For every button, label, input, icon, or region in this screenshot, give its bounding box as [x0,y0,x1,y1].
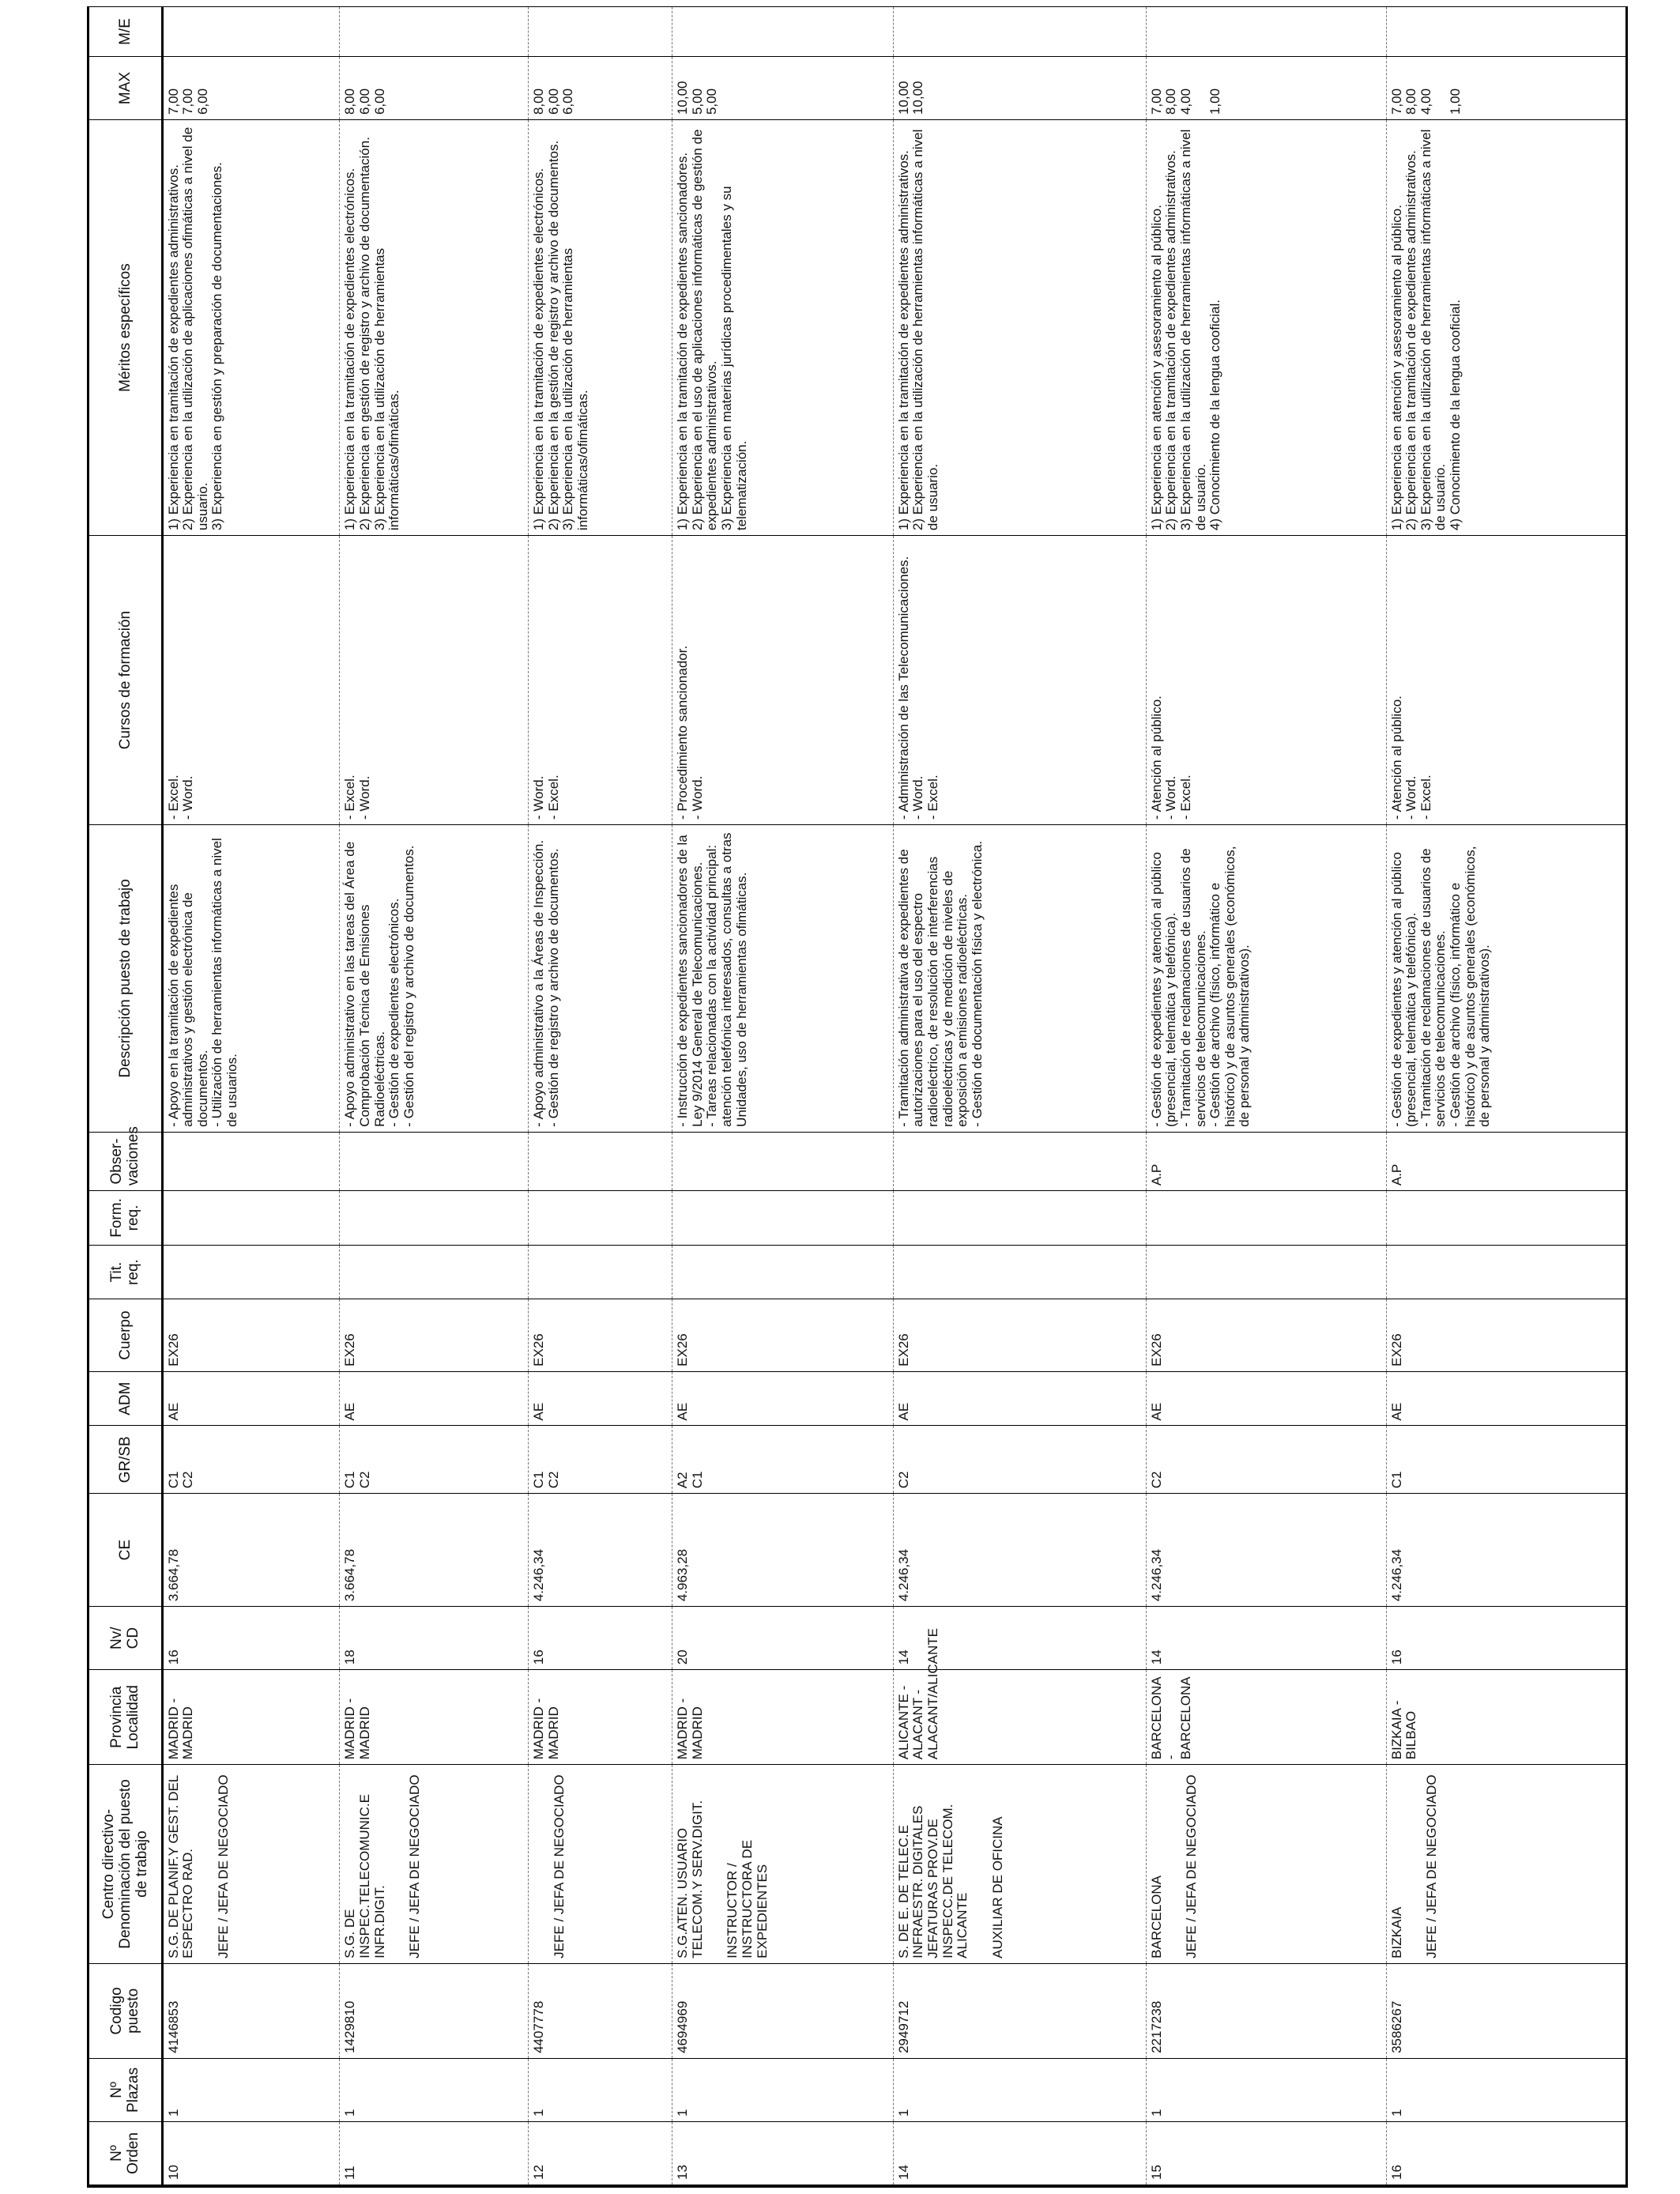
orden-cell [893,2121,1146,2185]
descripcion-cell [672,825,893,1133]
codigo-cell [672,1963,893,2058]
orden-cell [340,2121,529,2185]
grupo-text: C1 C2 [342,1471,372,1489]
table-row [162,7,340,2185]
cursos-text: - Excel. - Word. [342,775,372,820]
adm-text: AE [165,1402,181,1421]
meritos-text: 1) Experiencia en la tramitación de expedientes electrónicos. 2) Experiencia en gestión de registro y archivo de documentación. 3) Experiencia en la utilización de herramientas informáticas/ofimáticas. [342,137,402,531]
titulacion-cell [529,1245,672,1299]
cursos-text: - Procedimiento sancionador. - Word. [675,645,705,820]
cuerpo-cell [893,1299,1146,1371]
plazas-cell [1386,2058,1625,2121]
centro-cell [1386,1765,1625,1964]
ce-text: 3.664,78 [165,1548,181,1602]
cuerpo-text: EX26 [675,1333,691,1367]
grupo-cell [1146,1426,1386,1494]
centro-cell [672,1765,893,1964]
max-cell [1386,56,1625,119]
centro-directivo-label: S. DE E. DE TELEC.E INFRAESTR. DIGITALES JEFATURAS PROV.DE INSPECC.DE TELECOM. ALICANTE [895,1804,970,1958]
plazas-cell [162,2058,340,2121]
me-cell [340,7,529,57]
cursos-text: - Administración de las Telecomunicaciones. - Word. - Excel. [895,556,940,820]
grupo-text: C1 C2 [165,1471,196,1489]
cuerpo-cell [162,1299,340,1371]
nivel-text: 20 [675,1649,691,1665]
observaciones-cell [340,1132,529,1190]
meritos-cell [1146,120,1386,536]
nivel-cell [1386,1607,1625,1670]
header-titulacion: Tit. req. [89,1245,162,1299]
centro-cell [893,1765,1146,1964]
puesto-denominacion: INSTRUCTOR / INSTRUCTORA DE EXPEDIENTES [725,1839,770,1958]
formacion-cell [1386,1191,1625,1246]
header-ce: CE [89,1494,162,1607]
observaciones-cell [162,1132,340,1190]
descripcion-text: - Gestión de expedientes y atención al público (presencial, telemática y telefónica). - Tramitación de reclamaciones de usuarios de servicios de telecomunicaciones. - Gestión de archivo (físico, informático e histórico) y de asuntos generales (económicos, de personal y administrativos). [1388,846,1493,1127]
ce-cell [1146,1494,1386,1607]
descripcion-text: - Apoyo en la tramitación de expedientes administrativos y gestión electrónica de documentos. - Utilización de herramientas informáticas a nivel de usuarios. [165,838,239,1127]
header-descripcion: Descripción puesto de trabajo [89,825,162,1133]
observaciones-cell [529,1132,672,1190]
descripcion-text: - Instrucción de expedientes sancionadores de la Ley 9/2014 General de Telecomunicaciones. - Tareas relacionadas con la actividad principal: atención telefónica interesados, consultas a otras Unidades, uso de herramientas ofimáticas. [675,832,749,1127]
meritos-text: 1) Experiencia en atención y asesoramiento al público. 2) Experiencia en la tramitación de expedientes administrativos. 3) Experiencia en la utilización de herramientas informáticas a nivel de usuario. 4) Conocimiento de la lengua cooficial. [1148,129,1223,531]
descripcion-text: - Apoyo administrativo a la Áreas de Inspección. - Gestión de registro y archivo de documentos. [531,839,561,1127]
ce-text: 4.246,34 [1388,1548,1404,1602]
adm-text: AE [1148,1402,1164,1421]
centro-directivo-label: BARCELONA [1148,1875,1164,1958]
table-row [1386,7,1625,2185]
adm-cell [893,1371,1146,1426]
observaciones-cell [672,1132,893,1190]
me-cell [1146,7,1386,57]
me-cell [893,7,1146,57]
plazas-cell [1146,2058,1386,2121]
table-row [529,7,672,2185]
observaciones-cell [893,1132,1146,1190]
descripcion-cell [162,825,340,1133]
max-text: 7,00 7,00 6,00 [165,88,210,115]
plazas-text: 1 [342,2109,358,2117]
orden-cell [1386,2121,1625,2185]
ce-cell [162,1494,340,1607]
centro-cell [340,1765,529,1964]
formacion-cell [672,1191,893,1246]
codigo-cell [1386,1963,1625,2058]
titulacion-cell [1386,1245,1625,1299]
cursos-cell [529,536,672,825]
provincia-text: MADRID - MADRID [675,1698,705,1760]
header-row [89,7,162,2185]
centro-cell [162,1765,340,1964]
max-cell [672,56,893,119]
ce-cell [340,1494,529,1607]
descripcion-text: - Apoyo administrativo en las tareas del Área de Comprobación Técnica de Emisiones Radioeléctricas. - Gestión de expedientes electrónicos. - Gestión del registro y archivo de documentos. [342,841,416,1127]
titulacion-cell [672,1245,893,1299]
meritos-cell [1386,120,1625,536]
orden-cell [672,2121,893,2185]
adm-cell [1146,1371,1386,1426]
grupo-cell [672,1426,893,1494]
centro-directivo-label: S.G. DE PLANIF.Y GEST. DEL ESPECTRO RAD. [165,1775,196,1958]
cursos-text: - Word. - Excel. [531,775,561,820]
header-meritos: Méritos específicos [89,120,162,536]
descripcion-text: - Gestión de expedientes y atención al público (presencial, telemática y telefónica). - Tramitación de reclamaciones de usuarios de servicios de telecomunicaciones. - Gestión de archivo (físico, informático e histórico) y de asuntos generales (económicos, de personal y administrativos). [1148,846,1252,1127]
orden-text: 11 [342,2166,358,2180]
orden-text: 16 [1388,2165,1404,2180]
cursos-cell [340,536,529,825]
meritos-cell [529,120,672,536]
nivel-text: 18 [342,1649,358,1665]
plazas-text: 1 [1388,2109,1404,2117]
plazas-text: 1 [1148,2109,1164,2117]
grupo-cell [162,1426,340,1494]
orden-cell [529,2121,672,2185]
meritos-text: 1) Experiencia en la tramitación de expedientes administrativos. 2) Experiencia en la utilización de herramientas informáticas a nivel de usuario. [895,129,940,531]
nivel-text: 16 [1388,1649,1404,1665]
descripcion-text: - Tramitación administrativa de expedientes de autorizaciones para el uso del espectro radioeléctrico, de resolución de interferencias radioeléctricas y de medición de niveles de exposición a emisiones radioeléctricas. - Gestión de documentación física y electrónica. [895,840,985,1127]
descripcion-cell [529,825,672,1133]
plazas-cell [893,2058,1146,2121]
max-text: 8,00 6,00 6,00 [531,88,576,115]
grupo-text: C2 [895,1471,911,1489]
ce-cell [1386,1494,1625,1607]
descripcion-cell [1386,825,1625,1133]
orden-cell [162,2121,340,2185]
adm-cell [672,1371,893,1426]
nivel-cell [529,1607,672,1670]
max-text: 10,00 5,00 5,00 [675,81,720,115]
ce-text: 3.664,78 [342,1548,358,1602]
codigo-text: 4694969 [675,2000,691,2053]
cursos-text: - Atención al público. - Word. - Excel. [1388,696,1433,820]
adm-text: AE [1388,1402,1404,1421]
plazas-text: 1 [531,2109,547,2117]
positions-table-frame [87,6,1628,2188]
grupo-cell [893,1426,1146,1494]
orden-text: 14 [895,2165,911,2180]
adm-text: AE [675,1402,691,1421]
provincia-cell [672,1670,893,1765]
max-cell [1146,56,1386,119]
codigo-text: 2949712 [895,2000,911,2053]
observaciones-cell [1146,1132,1386,1190]
formacion-cell [1146,1191,1386,1246]
plazas-text: 1 [895,2109,911,2117]
me-cell [529,7,672,57]
descripcion-cell [893,825,1146,1133]
cuerpo-cell [529,1299,672,1371]
titulacion-cell [1146,1245,1386,1299]
cursos-text: - Excel. - Word. [165,775,196,820]
cursos-cell [1386,536,1625,825]
centro-directivo-label: S.G. DE INSPEC.TELECOMUNIC.E INFR.DIGIT. [342,1794,387,1958]
ce-cell [529,1494,672,1607]
nivel-cell [1146,1607,1386,1670]
ce-text: 4.246,34 [531,1548,547,1602]
adm-cell [162,1371,340,1426]
adm-text: AE [531,1402,547,1421]
codigo-cell [893,1963,1146,2058]
meritos-text: 1) Experiencia en tramitación de expedientes administrativos. 2) Experiencia en la utilización de aplicaciones ofimáticas a nivel de usuario. 3) Experiencia en gestión y preparación de documentaciones. [165,126,225,531]
nivel-cell [162,1607,340,1670]
cuerpo-text: EX26 [895,1333,911,1367]
codigo-text: 3586267 [1388,2000,1404,2053]
centro-cell [1146,1765,1386,1964]
observaciones-cell [1386,1132,1625,1190]
provincia-cell [340,1670,529,1765]
formacion-cell [340,1191,529,1246]
provincia-text: BIZKAIA - BILBAO [1388,1700,1419,1760]
puesto-denominacion: JEFE / JEFA DE NEGOCIADO [215,1774,231,1958]
formacion-cell [529,1191,672,1246]
grupo-text: C2 [1148,1471,1164,1489]
formacion-cell [893,1191,1146,1246]
meritos-cell [162,120,340,536]
nivel-text: 14 [1148,1649,1164,1665]
plazas-text: 1 [675,2109,691,2117]
ce-cell [893,1494,1146,1607]
cursos-text: - Atención al público. - Word. - Excel. [1148,696,1193,820]
cuerpo-text: EX26 [1388,1333,1404,1367]
positions-table [89,6,1625,2185]
descripcion-cell [340,825,529,1133]
max-cell [893,56,1146,119]
cuerpo-cell [1386,1299,1625,1371]
titulacion-cell [893,1245,1146,1299]
codigo-cell [162,1963,340,2058]
meritos-cell [672,120,893,536]
centro-directivo-label: S.G.ATEN. USUARIO TELECOM.Y SERV.DIGIT. [675,1800,705,1958]
cursos-cell [162,536,340,825]
header-codigo: Codigo puesto [89,1963,162,2058]
provincia-text: MADRID - MADRID [531,1698,561,1760]
grupo-cell [1386,1426,1625,1494]
codigo-text: 2217238 [1148,2000,1164,2053]
nivel-text: 16 [165,1649,181,1665]
table-row [893,7,1146,2185]
centro-cell [529,1765,672,1964]
codigo-cell [1146,1963,1386,2058]
nivel-text: 14 [895,1649,911,1665]
titulacion-cell [162,1245,340,1299]
header-grupo: GR/SB [89,1426,162,1494]
ce-cell [672,1494,893,1607]
cursos-cell [672,536,893,825]
puesto-denominacion: JEFE / JEFA DE NEGOCIADO [552,1774,567,1958]
header-max: MAX [89,56,162,119]
table-row [1146,7,1386,2185]
cuerpo-text: EX26 [531,1333,547,1367]
ce-text: 4.963,28 [675,1548,691,1602]
cuerpo-text: EX26 [165,1333,181,1367]
cuerpo-cell [672,1299,893,1371]
me-cell [1386,7,1625,57]
header-adm: ADM [89,1371,162,1426]
table-row [340,7,529,2185]
provincia-cell [529,1670,672,1765]
header-orden: Nº Orden [89,2121,162,2185]
provincia-cell [1146,1670,1386,1765]
observaciones-text: A.P [1148,1163,1164,1186]
table-row [672,7,893,2185]
cursos-cell [1146,536,1386,825]
nivel-cell [672,1607,893,1670]
adm-cell [340,1371,529,1426]
header-observaciones: Obser- vaciones [89,1132,162,1190]
max-text: 7,00 8,00 4,00 1,00 [1148,88,1223,115]
titulacion-cell [340,1245,529,1299]
header-me: M/E [89,7,162,57]
centro-directivo-label: BIZKAIA [1388,1906,1404,1958]
table-body [162,7,1625,2185]
header-cuerpo: Cuerpo [89,1299,162,1371]
codigo-cell [340,1963,529,2058]
header-provincia: Provincia Localidad [89,1670,162,1765]
codigo-text: 1429810 [342,2000,358,2053]
provincia-text: ALICANTE - ALACANT - ALACANT/ALICANTE [895,1628,940,1760]
plazas-cell [529,2058,672,2121]
orden-text: 12 [531,2165,547,2180]
max-cell [529,56,672,119]
meritos-text: 1) Experiencia en la tramitación de expedientes electrónicos. 2) Experiencia en la gestión de registro y archivo de documentos. 3) Experiencia en la utilización de herramientas informáticas/ofimáticas. [531,140,590,531]
meritos-cell [340,120,529,536]
plazas-cell [672,2058,893,2121]
codigo-text: 4407778 [531,2000,547,2053]
max-cell [162,56,340,119]
adm-cell [1386,1371,1625,1426]
descripcion-cell [1146,825,1386,1133]
meritos-text: 1) Experiencia en la tramitación de expedientes sancionadores. 2) Experiencia en el uso de aplicaciones informáticas de gestión de expedientes administrativos. 3) Experiencia en materias jurídicas procedimentales y su telematización. [675,129,749,531]
ce-text: 4.246,34 [1148,1548,1164,1602]
provincia-text: MADRID - MADRID [342,1698,372,1760]
grupo-text: C1 C2 [531,1471,561,1489]
provincia-text: BARCELONA - BARCELONA [1148,1676,1193,1760]
provincia-cell [1386,1670,1625,1765]
cursos-cell [893,536,1146,825]
max-text: 7,00 8,00 4,00 1,00 [1388,88,1463,115]
plazas-text: 1 [165,2109,181,2117]
plazas-cell [340,2058,529,2121]
orden-text: 13 [675,2165,691,2180]
max-text: 10,00 10,00 [895,81,926,115]
header-centro: Centro directivo- Denominación del puesto de trabajo [89,1765,162,1964]
meritos-cell [893,120,1146,536]
nivel-cell [340,1607,529,1670]
grupo-cell [340,1426,529,1494]
cuerpo-cell [340,1299,529,1371]
orden-text: 10 [165,2165,181,2180]
puesto-denominacion: JEFE / JEFA DE NEGOCIADO [1184,1774,1200,1958]
puesto-denominacion: JEFE / JEFA DE NEGOCIADO [407,1774,423,1958]
observaciones-text: A.P [1388,1163,1404,1186]
cuerpo-text: EX26 [1148,1333,1164,1367]
nivel-text: 16 [531,1649,547,1665]
header-nivel: Nv/ CD [89,1607,162,1670]
header-formacion: Form. req. [89,1191,162,1246]
orden-cell [1146,2121,1386,2185]
codigo-cell [529,1963,672,2058]
grupo-text: C1 [1388,1471,1404,1489]
header-cursos: Cursos de formación [89,536,162,825]
max-text: 8,00 6,00 6,00 [342,88,387,115]
orden-text: 15 [1148,2165,1164,2180]
max-cell [340,56,529,119]
me-cell [672,7,893,57]
adm-cell [529,1371,672,1426]
grupo-cell [529,1426,672,1494]
ce-text: 4.246,34 [895,1548,911,1602]
puesto-denominacion: AUXILIAR DE OFICINA [989,1816,1005,1958]
provincia-text: MADRID - MADRID [165,1698,196,1760]
me-cell [162,7,340,57]
cuerpo-cell [1146,1299,1386,1371]
codigo-text: 4146853 [165,2000,181,2053]
puesto-denominacion: JEFE / JEFA DE NEGOCIADO [1424,1774,1440,1958]
formacion-cell [162,1191,340,1246]
grupo-text: A2 C1 [675,1471,705,1489]
cuerpo-text: EX26 [342,1333,358,1367]
adm-text: AE [895,1402,911,1421]
header-plazas: Nº Plazas [89,2058,162,2121]
meritos-text: 1) Experiencia en atención y asesoramiento al público. 2) Experiencia en la tramitación de expedientes administrativos. 3) Experiencia en la utilización de herramientas informáticas a nivel de usuario. 4) Conocimiento de la lengua cooficial. [1388,129,1463,531]
provincia-cell [162,1670,340,1765]
adm-text: AE [342,1402,358,1421]
